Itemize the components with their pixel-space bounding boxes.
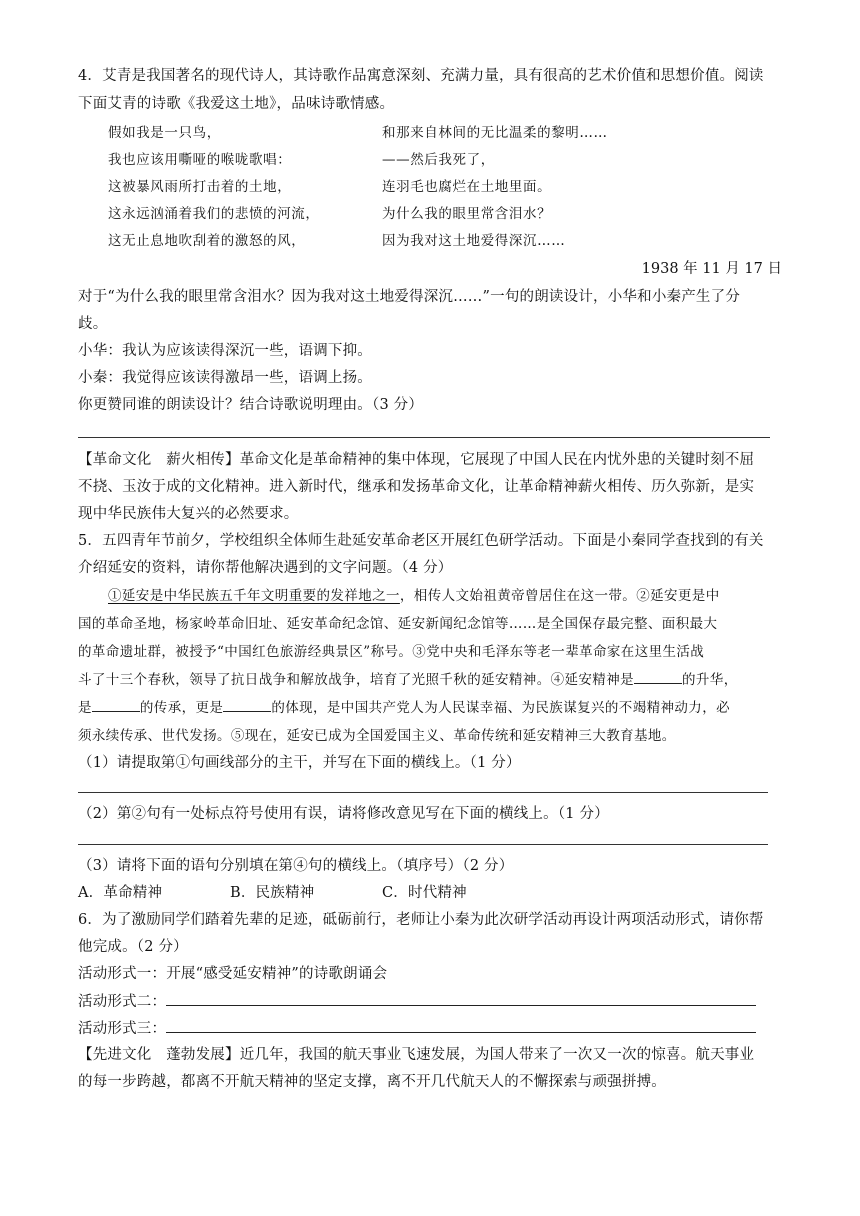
answer-line[interactable] <box>78 792 768 793</box>
q5-line1: 5．五四青年节前夕，学校组织全体师生赴延安革命老区开展红色研学活动。下面是小秦同学查找到的有关 <box>78 533 764 549</box>
q6-line2: 他完成。（2 分） <box>78 939 188 955</box>
q5-sub2: （2）第②句有一处标点符号使用有误，请将修改意见写在下面的横线上。（1 分） <box>78 806 609 822</box>
passage-line: 须永续传承、世代发扬。⑤现在，延安已成为全国爱国主义、革命传统和延安精神三大教育基地。 <box>78 728 676 744</box>
xiaoqin-opinion: 小秦：我觉得应该读得激昂一些，语调上扬。 <box>78 370 372 386</box>
answer-line[interactable] <box>78 844 768 845</box>
option-b: B．民族精神 <box>230 885 315 901</box>
q4-question-line1: 对于“为什么我的眼里常含泪水？因为我对这土地爱得深沉……”一句的朗读设计，小华和小秦产生了分 <box>78 289 741 305</box>
option-a: A．革命精神 <box>78 885 163 901</box>
poem-right-line: 为什么我的眼里常含泪水？ <box>382 206 552 222</box>
q4-line1: 4．艾青是我国著名的现代诗人，其诗歌作品寓意深刻、充满力量，具有很高的艺术价值和思想价值。阅读 <box>78 68 764 84</box>
poem-left-line: 这被暴风雨所打击着的土地， <box>108 179 292 195</box>
q5-line2: 介绍延安的资料，请你帮他解决遇到的文字问题。（4 分） <box>78 560 453 576</box>
fill-blank[interactable] <box>223 697 271 712</box>
underlined-sentence: ①延安是中华民族五千年文明重要的发祥地之一 <box>108 588 400 604</box>
q5-sub1: （1）请提取第①句画线部分的主干，并写在下面的横线上。（1 分） <box>78 755 521 771</box>
poem-right-line: 因为我对这土地爱得深沉…… <box>382 233 566 249</box>
activity-one: 活动形式一：开展“感受延安精神”的诗歌朗诵会 <box>78 966 388 982</box>
fill-blank[interactable] <box>634 669 682 684</box>
option-c: C．时代精神 <box>382 885 467 901</box>
q6-line1: 6．为了激励同学们踏着先辈的足迹，砥砺前行，老师让小秦为此次研学活动再设计两项活动形式，请你帮 <box>78 912 764 928</box>
passage-line: ①延安是中华民族五千年文明重要的发祥地之一，相传人文始祖黄帝曾居住在这一带。②延安更是中 <box>108 588 720 604</box>
q4-line2: 下面艾青的诗歌《我爱这土地》，品味诗歌情感。 <box>78 96 395 112</box>
activity-two: 活动形式二： <box>78 991 784 1012</box>
activity-three-answer-line[interactable] <box>166 1018 756 1033</box>
answer-line[interactable] <box>78 437 770 438</box>
passage-line: 斗了十三个春秋，领导了抗日战争和解放战争，培育了光照千秋的延安精神。④延安精神是 的升华， <box>78 666 784 694</box>
poem-date: 1938 年 11 月 17 日 <box>641 261 782 277</box>
section-advanced-line1: 【先进文化 蓬勃发展】近几年，我国的航天事业飞速发展，为国人带来了一次又一次的惊喜。航天事业 <box>78 1047 755 1063</box>
activity-three: 活动形式三： <box>78 1018 784 1039</box>
poem-left-line: 这无止息地吹刮着的激怒的风， <box>108 233 306 249</box>
activity-two-answer-line[interactable] <box>166 991 756 1006</box>
q4-ask: 你更赞同谁的朗读设计？结合诗歌说明理由。（3 分） <box>78 397 424 413</box>
q4-question-line2: 歧。 <box>78 316 108 332</box>
section-advanced-line2: 的每一步跨越，都离不开航天精神的坚定支撑，离不开几代航天人的不懈探索与顽强拼搏。 <box>78 1074 666 1090</box>
passage-line: 的革命遗址群，被授予“中国红色旅游经典景区”称号。③党中央和毛泽东等老一辈革命家在这里生活战 <box>78 644 705 660</box>
passage-line: 国的革命圣地，杨家岭革命旧址、延安革命纪念馆、延安新闻纪念馆等……是全国保存最完整、面积最大 <box>78 616 718 632</box>
q5-sub3: （3）请将下面的语句分别填在第④句的横线上。（填序号）（2 分） <box>78 858 514 874</box>
section-revolution-line3: 现中华民族伟大复兴的必然要求。 <box>78 506 299 522</box>
passage-line: 是 的传承，更是 的体现，是中国共产党人为人民谋幸福、为民族谋复兴的不竭精神动力，必 <box>78 694 784 722</box>
section-revolution-line1: 【革命文化 薪火相传】革命文化是革命精神的集中体现，它展现了中国人民在内忧外患的关键时刻不屈 <box>78 452 755 468</box>
poem-left-line: 这永远汹涌着我们的悲愤的河流， <box>108 206 320 222</box>
fill-blank[interactable] <box>92 697 140 712</box>
q5-options <box>78 883 784 903</box>
poem-right-line: 和那来自林间的无比温柔的黎明…… <box>382 125 608 141</box>
poem-right-line: 连羽毛也腐烂在土地里面。 <box>382 179 552 195</box>
poem-left-line: 假如我是一只鸟， <box>108 125 221 141</box>
section-revolution-line2: 不挠、玉汝于成的文化精神。进入新时代，继承和发扬革命文化，让革命精神薪火相传、历久弥新，是实 <box>78 479 755 495</box>
xiaohua-opinion: 小华：我认为应该读得深沉一些，语调下抑。 <box>78 343 372 359</box>
poem-right-line: ——然后我死了， <box>382 152 495 168</box>
poem-left-line: 我也应该用嘶哑的喉咙歌唱： <box>108 152 292 168</box>
